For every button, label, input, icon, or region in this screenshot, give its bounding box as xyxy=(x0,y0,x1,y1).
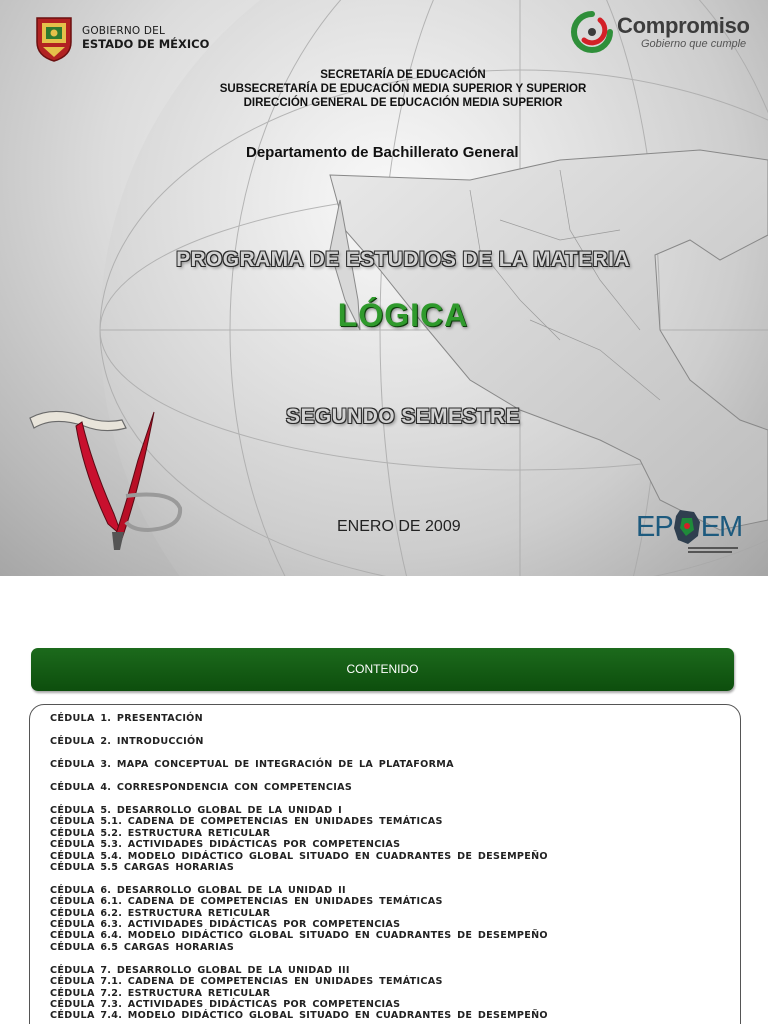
epoem-fine-print-icon xyxy=(688,545,740,555)
toc-item: CÉDULA 7. DESARROLLO GLOBAL DE LA UNIDAD III xyxy=(50,964,350,976)
gov-logo-line2: ESTADO DE MÉXICO xyxy=(82,37,210,51)
toc-item: CÉDULA 7.3. ACTIVIDADES DIDÁCTICAS POR COMPETENCIAS xyxy=(50,998,401,1010)
epoem-left-text: EP xyxy=(636,511,673,543)
toc-item: CÉDULA 7.1. CADENA DE COMPETENCIAS EN UNIDADES TEMÁTICAS xyxy=(50,976,443,988)
gobierno-estado-mexico-logo xyxy=(34,14,209,62)
coat-of-arms-icon xyxy=(34,14,74,62)
toc-item: CÉDULA 6.5 CARGAS HORARIAS xyxy=(50,941,235,953)
toc-spacer xyxy=(50,793,740,805)
contents-header: CONTENIDO xyxy=(31,648,734,691)
toc-item: CÉDULA 5.3. ACTIVIDADES DIDÁCTICAS POR COMPETENCIAS xyxy=(50,839,401,851)
toc-item: CÉDULA 7.4. MODELO DIDÁCTICO GLOBAL SITUADO EN CUADRANTES DE DESEMPEÑO xyxy=(50,1010,548,1022)
toc-item: CÉDULA 6.2. ESTRUCTURA RETICULAR xyxy=(50,907,271,919)
semester-title: SEGUNDO SEMESTRE xyxy=(286,405,520,428)
gov-logo-line1: GOBIERNO DEL xyxy=(82,25,166,37)
quill-scroll-logo-icon xyxy=(22,404,192,554)
toc-spacer xyxy=(50,953,740,965)
publication-date: ENERO DE 2009 xyxy=(337,518,461,535)
compromiso-swirl-icon xyxy=(570,10,614,54)
toc-item: CÉDULA 5.2. ESTRUCTURA RETICULAR xyxy=(50,827,271,839)
toc-item: CÉDULA 3. MAPA CONCEPTUAL DE INTEGRACIÓN DE LA PLATAFORMA xyxy=(50,758,454,770)
secretaria-heading xyxy=(0,68,768,110)
epoem-state-map-icon xyxy=(672,508,702,546)
toc-item: CÉDULA 6.4. MODELO DIDÁCTICO GLOBAL SITUADO EN CUADRANTES DE DESEMPEÑO xyxy=(50,930,548,942)
direccion-line: DIRECCIÓN GENERAL DE EDUCACIÓN MEDIA SUPERIOR xyxy=(243,97,563,109)
epoem-logo xyxy=(636,508,742,546)
compromiso-name: Compromiso xyxy=(617,13,750,38)
table-of-contents xyxy=(50,713,740,1022)
toc-item: CÉDULA 5.4. MODELO DIDÁCTICO GLOBAL SITUADO EN CUADRANTES DE DESEMPEÑO xyxy=(50,850,548,862)
program-title: PROGRAMA DE ESTUDIOS DE LA MATERIA xyxy=(176,248,630,271)
subject-title: LÓGICA xyxy=(337,297,469,333)
toc-spacer xyxy=(50,724,740,736)
toc-spacer xyxy=(50,873,740,885)
toc-item: CÉDULA 7.2. ESTRUCTURA RETICULAR xyxy=(50,987,271,999)
compromiso-tagline: Gobierno que cumple xyxy=(641,38,747,50)
toc-item: CÉDULA 6.1. CADENA DE COMPETENCIAS EN UNIDADES TEMÁTICAS xyxy=(50,896,443,908)
department-title: Departamento de Bachillerato General xyxy=(246,144,519,161)
toc-item: CÉDULA 5.1. CADENA DE COMPETENCIAS EN UNIDADES TEMÁTICAS xyxy=(50,816,443,828)
toc-item: CÉDULA 1. PRESENTACIÓN xyxy=(50,713,203,724)
compromiso-logo xyxy=(570,10,750,54)
toc-item: CÉDULA 6.3. ACTIVIDADES DIDÁCTICAS POR COMPETENCIAS xyxy=(50,919,401,931)
toc-item: CÉDULA 5.5 CARGAS HORARIAS xyxy=(50,861,235,873)
epoem-right-text: EM xyxy=(700,511,743,543)
toc-spacer xyxy=(50,747,740,759)
toc-item: CÉDULA 5. DESARROLLO GLOBAL DE LA UNIDAD I xyxy=(50,804,343,816)
toc-item: CÉDULA 4. CORRESPONDENCIA CON COMPETENCIAS xyxy=(50,781,353,793)
toc-item: CÉDULA 2. INTRODUCCIÓN xyxy=(50,735,204,747)
subsecretaria-line: SUBSECRETARÍA DE EDUCACIÓN MEDIA SUPERIOR Y SUPERIOR xyxy=(219,83,587,95)
toc-spacer xyxy=(50,770,740,782)
toc-item: CÉDULA 6. DESARROLLO GLOBAL DE LA UNIDAD II xyxy=(50,884,346,896)
secretaria-line: SECRETARÍA DE EDUCACIÓN xyxy=(320,69,486,81)
